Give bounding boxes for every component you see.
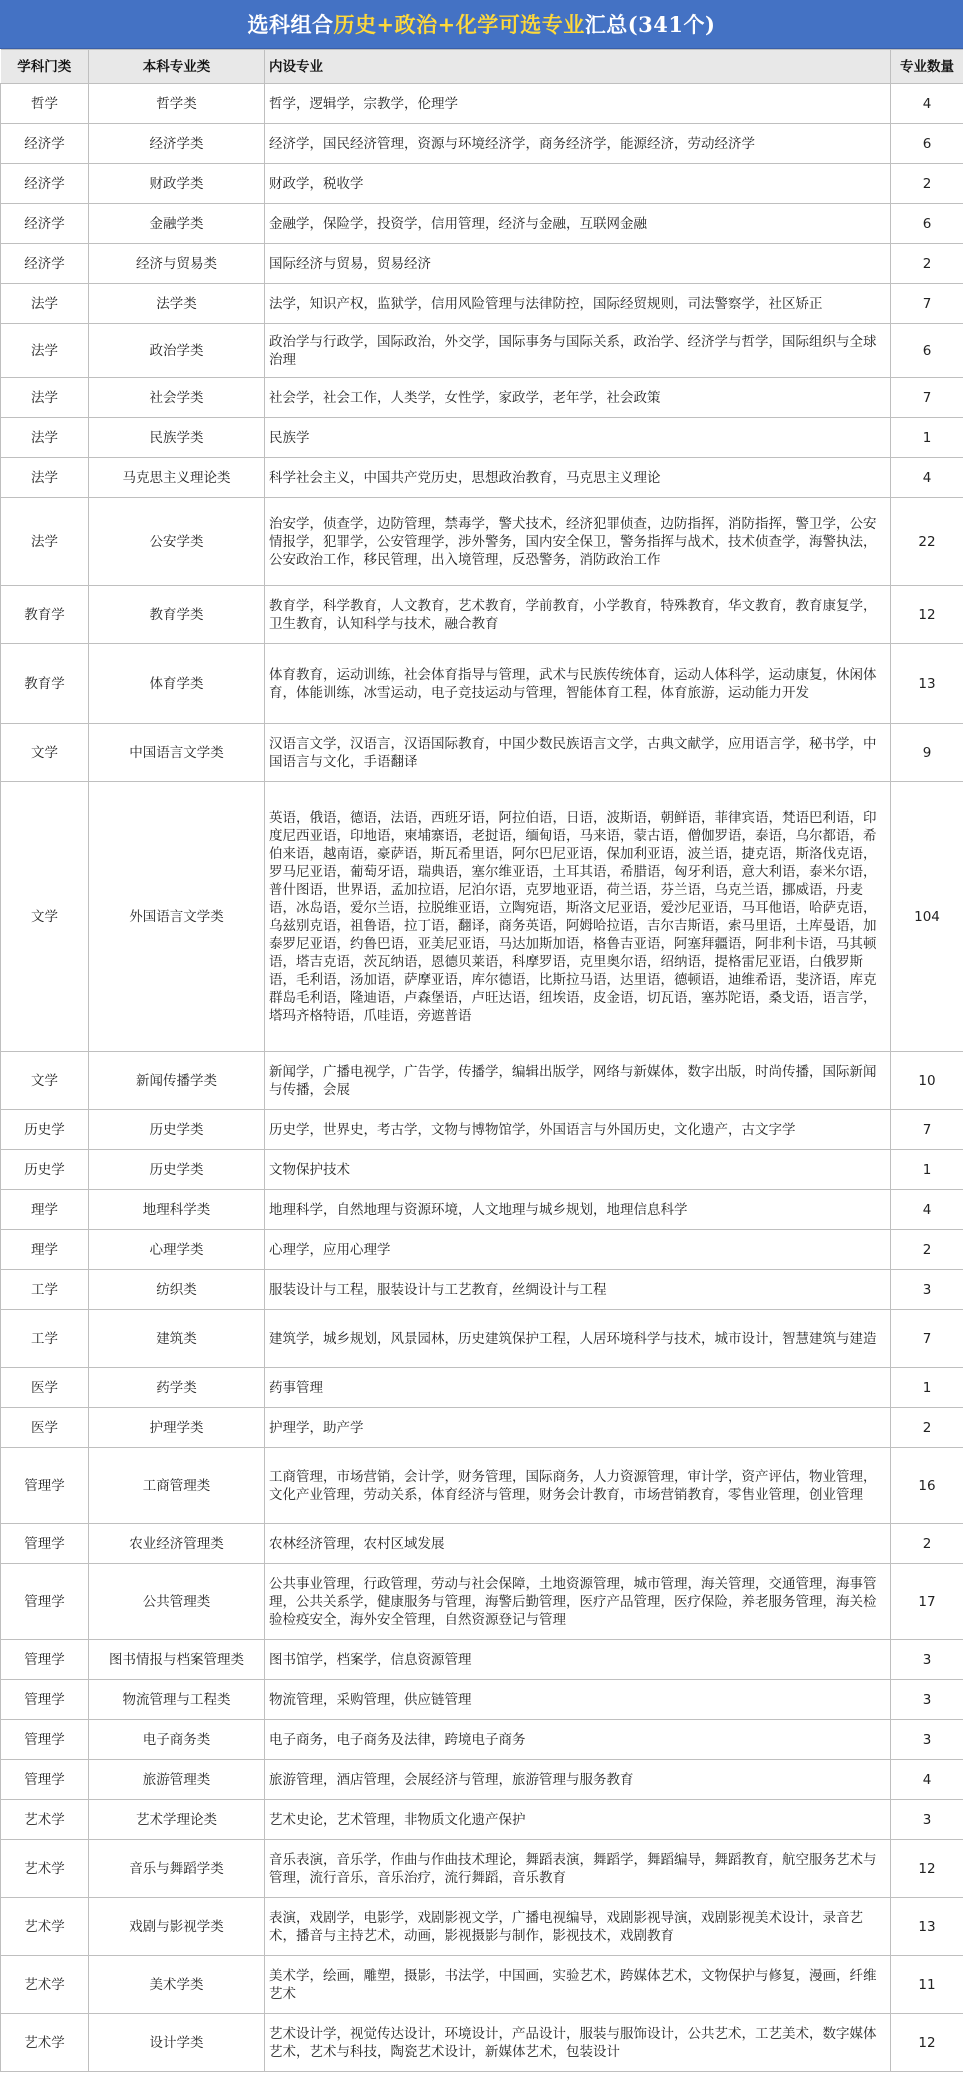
- majors-cell: 图书馆学，档案学，信息资源管理: [265, 1640, 891, 1680]
- class-cell: 外国语言文学类: [89, 782, 265, 1052]
- count-cell: 3: [891, 1640, 963, 1680]
- count-cell: 7: [891, 1110, 963, 1150]
- category-cell: 艺术学: [1, 2014, 89, 2072]
- table-row: [1, 378, 963, 418]
- table-row: [1, 1680, 963, 1720]
- class-cell: 新闻传播学类: [89, 1052, 265, 1110]
- class-cell: 艺术学理论类: [89, 1800, 265, 1840]
- class-cell: 设计学类: [89, 2014, 265, 2072]
- class-cell: 法学类: [89, 284, 265, 324]
- count-cell: 1: [891, 1368, 963, 1408]
- majors-cell: 金融学，保险学，投资学，信用管理，经济与金融，互联网金融: [265, 204, 891, 244]
- class-cell: 体育学类: [89, 644, 265, 724]
- majors-cell: 物流管理，采购管理，供应链管理: [265, 1680, 891, 1720]
- majors-cell: 旅游管理，酒店管理，会展经济与管理，旅游管理与服务教育: [265, 1760, 891, 1800]
- category-cell: 医学: [1, 1408, 89, 1448]
- count-cell: 3: [891, 1680, 963, 1720]
- category-cell: 教育学: [1, 644, 89, 724]
- category-cell: 管理学: [1, 1448, 89, 1524]
- majors-cell: 治安学，侦查学，边防管理，禁毒学，警犬技术，经济犯罪侦查，边防指挥，消防指挥，警卫学，公安情报学，犯罪学，公安管理学，涉外警务，国内安全保卫，警务指挥与战术，技术侦查学，海警执法，公安政治工作，移民管理，出入境管理，反恐警务，消防政治工作: [265, 498, 891, 586]
- majors-cell: 社会学，社会工作，人类学，女性学，家政学，老年学，社会政策: [265, 378, 891, 418]
- category-cell: 历史学: [1, 1110, 89, 1150]
- table-row: [1, 586, 963, 644]
- category-cell: 管理学: [1, 1720, 89, 1760]
- count-cell: 4: [891, 1190, 963, 1230]
- count-cell: 4: [891, 458, 963, 498]
- count-cell: 104: [891, 782, 963, 1052]
- table-row: [1, 1230, 963, 1270]
- majors-cell: 农林经济管理，农村区域发展: [265, 1524, 891, 1564]
- majors-cell: 建筑学，城乡规划，风景园林，历史建筑保护工程，人居环境科学与技术，城市设计，智慧建筑与建造: [265, 1310, 891, 1368]
- table-row: [1, 1052, 963, 1110]
- table-row: [1, 1110, 963, 1150]
- category-cell: 艺术学: [1, 1840, 89, 1898]
- category-cell: 教育学: [1, 586, 89, 644]
- table-row: [1, 1898, 963, 1956]
- count-cell: 3: [891, 1270, 963, 1310]
- table-row: [1, 782, 963, 1052]
- table-row: [1, 244, 963, 284]
- majors-cell: 法学，知识产权，监狱学，信用风险管理与法律防控，国际经贸规则，司法警察学，社区矫正: [265, 284, 891, 324]
- category-cell: 经济学: [1, 244, 89, 284]
- title-suffix: 汇总(341个): [584, 12, 716, 37]
- majors-cell: 财政学，税收学: [265, 164, 891, 204]
- majors-cell: 汉语言文学，汉语言，汉语国际教育，中国少数民族语言文学，古典文献学，应用语言学，秘书学，中国语言与文化，手语翻译: [265, 724, 891, 782]
- class-cell: 中国语言文学类: [89, 724, 265, 782]
- class-cell: 工商管理类: [89, 1448, 265, 1524]
- count-cell: 10: [891, 1052, 963, 1110]
- category-cell: 法学: [1, 458, 89, 498]
- table-row: [1, 644, 963, 724]
- class-cell: 民族学类: [89, 418, 265, 458]
- count-cell: 11: [891, 1956, 963, 2014]
- table-row: [1, 324, 963, 378]
- class-cell: 护理学类: [89, 1408, 265, 1448]
- class-cell: 美术学类: [89, 1956, 265, 2014]
- count-cell: 6: [891, 324, 963, 378]
- count-cell: 17: [891, 1564, 963, 1640]
- count-cell: 12: [891, 1840, 963, 1898]
- category-cell: 文学: [1, 1052, 89, 1110]
- majors-cell: 科学社会主义，中国共产党历史，思想政治教育，马克思主义理论: [265, 458, 891, 498]
- majors-cell: 体育教育，运动训练，社会体育指导与管理，武术与民族传统体育，运动人体科学，运动康复，休闲体育，体能训练，冰雪运动，电子竞技运动与管理，智能体育工程，体育旅游，运动能力开发: [265, 644, 891, 724]
- table-row: [1, 1368, 963, 1408]
- table-row: [1, 1190, 963, 1230]
- majors-cell: 英语，俄语，德语，法语，西班牙语，阿拉伯语，日语，波斯语，朝鲜语，菲律宾语，梵语巴利语，印度尼西亚语，印地语，柬埔寨语，老挝语，缅甸语，马来语，蒙古语，僧伽罗语，泰语，乌尔都语，希伯来语，越南语，豪萨语，斯瓦希里语，阿尔巴尼亚语，保加利亚语，波兰语，捷克语，斯洛伐克语，罗马尼亚语，葡萄牙语，瑞典语，塞尔维亚语，土耳其语，希腊语，匈牙利语，意大利语，泰米尔语，普什图语，世界语，孟加拉语，尼泊尔语，克罗地亚语，荷兰语，芬兰语，乌克兰语，挪威语，丹麦语，冰岛语，爱尔兰语，拉脱维亚语，立陶宛语，斯洛文尼亚语，爱沙尼亚语，马耳他语，哈萨克语，乌兹别克语，祖鲁语，拉丁语，翻译，商务英语，阿姆哈拉语，吉尔吉斯语，索马里语，土库曼语，加泰罗尼亚语，约鲁巴语，亚美尼亚语，马达加斯加语，格鲁吉亚语，阿塞拜疆语，阿非利卡语，马其顿语，塔吉克语，茨瓦纳语，恩德贝莱语，科摩罗语，克里奥尔语，绍纳语，提格雷尼亚语，白俄罗斯语，毛利语，汤加语，萨摩亚语，库尔德语，比斯拉马语，达里语，德顿语，迪维希语，斐济语，库克群岛毛利语，隆迪语，卢森堡语，卢旺达语，纽埃语，皮金语，切瓦语，塞苏陀语，桑戈语，语言学，塔玛齐格特语，爪哇语，旁遮普语: [265, 782, 891, 1052]
- class-cell: 音乐与舞蹈学类: [89, 1840, 265, 1898]
- category-cell: 法学: [1, 378, 89, 418]
- class-cell: 物流管理与工程类: [89, 1680, 265, 1720]
- header-majors: 内设专业: [265, 50, 891, 84]
- count-cell: 2: [891, 164, 963, 204]
- count-cell: 1: [891, 1150, 963, 1190]
- table-row: [1, 418, 963, 458]
- count-cell: 2: [891, 1408, 963, 1448]
- category-cell: 管理学: [1, 1640, 89, 1680]
- category-cell: 法学: [1, 324, 89, 378]
- majors-cell: 药事管理: [265, 1368, 891, 1408]
- category-cell: 经济学: [1, 124, 89, 164]
- title-highlight: 可选专业: [498, 12, 585, 37]
- category-cell: 管理学: [1, 1564, 89, 1640]
- table-header-row: [1, 50, 963, 84]
- category-cell: 哲学: [1, 84, 89, 124]
- class-cell: 金融学类: [89, 204, 265, 244]
- majors-cell: 心理学，应用心理学: [265, 1230, 891, 1270]
- table-row: [1, 1720, 963, 1760]
- category-cell: 艺术学: [1, 1800, 89, 1840]
- majors-cell: 公共事业管理，行政管理，劳动与社会保障，土地资源管理，城市管理，海关管理，交通管理，海事管理，公共关系学，健康服务与管理，海警后勤管理，医疗产品管理，医疗保险，养老服务管理，海关检验检疫安全，海外安全管理，自然资源登记与管理: [265, 1564, 891, 1640]
- category-cell: 法学: [1, 284, 89, 324]
- class-cell: 心理学类: [89, 1230, 265, 1270]
- category-cell: 历史学: [1, 1150, 89, 1190]
- count-cell: 16: [891, 1448, 963, 1524]
- table-row: [1, 1640, 963, 1680]
- count-cell: 1: [891, 418, 963, 458]
- class-cell: 经济与贸易类: [89, 244, 265, 284]
- count-cell: 13: [891, 644, 963, 724]
- category-cell: 文学: [1, 782, 89, 1052]
- category-cell: 工学: [1, 1270, 89, 1310]
- category-cell: 工学: [1, 1310, 89, 1368]
- class-cell: 财政学类: [89, 164, 265, 204]
- class-cell: 公安学类: [89, 498, 265, 586]
- count-cell: 12: [891, 586, 963, 644]
- header-category: 学科门类: [1, 50, 89, 84]
- class-cell: 纺织类: [89, 1270, 265, 1310]
- class-cell: 农业经济管理类: [89, 1524, 265, 1564]
- count-cell: 9: [891, 724, 963, 782]
- table-row: [1, 1150, 963, 1190]
- count-cell: 4: [891, 84, 963, 124]
- count-cell: 3: [891, 1720, 963, 1760]
- majors-cell: 民族学: [265, 418, 891, 458]
- count-cell: 7: [891, 284, 963, 324]
- category-cell: 管理学: [1, 1680, 89, 1720]
- majors-cell: 国际经济与贸易，贸易经济: [265, 244, 891, 284]
- table-row: [1, 1270, 963, 1310]
- table-row: [1, 1310, 963, 1368]
- count-cell: 6: [891, 204, 963, 244]
- majors-cell: 工商管理，市场营销，会计学，财务管理，国际商务，人力资源管理，审计学，资产评估，物业管理，文化产业管理，劳动关系，体育经济与管理，财务会计教育，市场营销教育，零售业管理，创业管理: [265, 1448, 891, 1524]
- majors-cell: 电子商务，电子商务及法律，跨境电子商务: [265, 1720, 891, 1760]
- table-row: [1, 458, 963, 498]
- class-cell: 经济学类: [89, 124, 265, 164]
- class-cell: 建筑类: [89, 1310, 265, 1368]
- majors-cell: 美术学，绘画，雕塑，摄影，书法学，中国画，实验艺术，跨媒体艺术，文物保护与修复，漫画，纤维艺术: [265, 1956, 891, 2014]
- majors-cell: 经济学，国民经济管理，资源与环境经济学，商务经济学，能源经济，劳动经济学: [265, 124, 891, 164]
- category-cell: 理学: [1, 1230, 89, 1270]
- table-row: [1, 1564, 963, 1640]
- class-cell: 公共管理类: [89, 1564, 265, 1640]
- count-cell: 12: [891, 2014, 963, 2072]
- category-cell: 法学: [1, 498, 89, 586]
- majors-cell: 地理科学，自然地理与资源环境，人文地理与城乡规划，地理信息科学: [265, 1190, 891, 1230]
- table-row: [1, 164, 963, 204]
- majors-cell: 文物保护技术: [265, 1150, 891, 1190]
- count-cell: 13: [891, 1898, 963, 1956]
- majors-cell: 历史学，世界史，考古学，文物与博物馆学，外国语言与外国历史，文化遗产，古文字学: [265, 1110, 891, 1150]
- count-cell: 2: [891, 1230, 963, 1270]
- majors-cell: 表演，戏剧学，电影学，戏剧影视文学，广播电视编导，戏剧影视导演，戏剧影视美术设计，录音艺术，播音与主持艺术，动画，影视摄影与制作，影视技术，戏剧教育: [265, 1898, 891, 1956]
- class-cell: 图书情报与档案管理类: [89, 1640, 265, 1680]
- class-cell: 教育学类: [89, 586, 265, 644]
- table-row: [1, 1760, 963, 1800]
- count-cell: 7: [891, 1310, 963, 1368]
- majors-cell: 哲学，逻辑学，宗教学，伦理学: [265, 84, 891, 124]
- table-row: [1, 204, 963, 244]
- table-row: [1, 2014, 963, 2072]
- header-class: 本科专业类: [89, 50, 265, 84]
- class-cell: 历史学类: [89, 1110, 265, 1150]
- table-row: [1, 1448, 963, 1524]
- majors-cell: 护理学，助产学: [265, 1408, 891, 1448]
- table-row: [1, 498, 963, 586]
- count-cell: 2: [891, 244, 963, 284]
- table-row: [1, 1408, 963, 1448]
- category-cell: 理学: [1, 1190, 89, 1230]
- category-cell: 经济学: [1, 164, 89, 204]
- count-cell: 6: [891, 124, 963, 164]
- class-cell: 马克思主义理论类: [89, 458, 265, 498]
- majors-cell: 新闻学，广播电视学，广告学，传播学，编辑出版学，网络与新媒体，数字出版，时尚传播，国际新闻与传播，会展: [265, 1052, 891, 1110]
- title-prefix: 选科组合: [247, 12, 334, 37]
- class-cell: 哲学类: [89, 84, 265, 124]
- table-row: [1, 84, 963, 124]
- category-cell: 艺术学: [1, 1956, 89, 2014]
- count-cell: 7: [891, 378, 963, 418]
- category-cell: 艺术学: [1, 1898, 89, 1956]
- table-row: [1, 1800, 963, 1840]
- count-cell: 22: [891, 498, 963, 586]
- count-cell: 4: [891, 1760, 963, 1800]
- category-cell: 经济学: [1, 204, 89, 244]
- majors-cell: 服装设计与工程，服装设计与工艺教育，丝绸设计与工程: [265, 1270, 891, 1310]
- category-cell: 医学: [1, 1368, 89, 1408]
- class-cell: 戏剧与影视学类: [89, 1898, 265, 1956]
- count-cell: 2: [891, 1524, 963, 1564]
- page-title: [0, 0, 963, 49]
- count-cell: 3: [891, 1800, 963, 1840]
- title-subject-combo: 历史+政治+化学: [333, 12, 499, 37]
- class-cell: 药学类: [89, 1368, 265, 1408]
- table-row: [1, 284, 963, 324]
- class-cell: 政治学类: [89, 324, 265, 378]
- class-cell: 地理科学类: [89, 1190, 265, 1230]
- category-cell: 文学: [1, 724, 89, 782]
- category-cell: 法学: [1, 418, 89, 458]
- class-cell: 电子商务类: [89, 1720, 265, 1760]
- majors-table: [0, 49, 963, 2072]
- majors-cell: 教育学，科学教育，人文教育，艺术教育，学前教育，小学教育，特殊教育，华文教育，教育康复学，卫生教育，认知科学与技术，融合教育: [265, 586, 891, 644]
- table-row: [1, 1840, 963, 1898]
- header-count: 专业数量: [891, 50, 963, 84]
- category-cell: 管理学: [1, 1524, 89, 1564]
- majors-cell: 音乐表演，音乐学，作曲与作曲技术理论，舞蹈表演，舞蹈学，舞蹈编导，舞蹈教育，航空服务艺术与管理，流行音乐，音乐治疗，流行舞蹈，音乐教育: [265, 1840, 891, 1898]
- table-row: [1, 124, 963, 164]
- category-cell: 管理学: [1, 1760, 89, 1800]
- class-cell: 旅游管理类: [89, 1760, 265, 1800]
- majors-cell: 艺术史论，艺术管理，非物质文化遗产保护: [265, 1800, 891, 1840]
- majors-cell: 政治学与行政学，国际政治，外交学，国际事务与国际关系，政治学、经济学与哲学，国际组织与全球治理: [265, 324, 891, 378]
- class-cell: 社会学类: [89, 378, 265, 418]
- table-row: [1, 1956, 963, 2014]
- class-cell: 历史学类: [89, 1150, 265, 1190]
- table-row: [1, 724, 963, 782]
- majors-cell: 艺术设计学，视觉传达设计，环境设计，产品设计，服装与服饰设计，公共艺术，工艺美术，数字媒体艺术，艺术与科技，陶瓷艺术设计，新媒体艺术，包装设计: [265, 2014, 891, 2072]
- table-body: [1, 84, 963, 2072]
- table-row: [1, 1524, 963, 1564]
